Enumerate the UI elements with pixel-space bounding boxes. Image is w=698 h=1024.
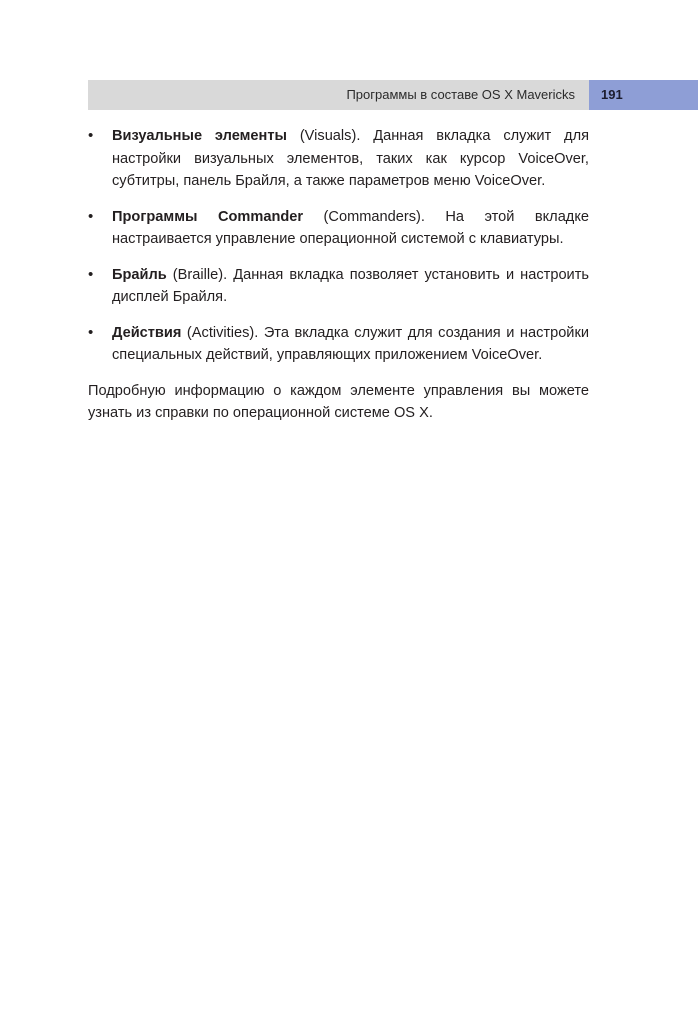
list-item-text: (Visuals). Данная вкладка служит для настройки визуальных элементов, таких как курсор VoiceOver, субтитры, панель Брайля, а также параметров меню VoiceOver. bbox=[112, 128, 589, 189]
bullet-list bbox=[88, 125, 589, 367]
list-item-term: Брайль bbox=[112, 266, 167, 283]
bullet-icon: • bbox=[88, 323, 94, 341]
list-item-term: Визуальные элементы bbox=[112, 128, 287, 144]
bullet-icon: • bbox=[88, 207, 94, 225]
list-item-braille bbox=[88, 264, 589, 309]
list-item-visuals bbox=[88, 125, 589, 193]
running-header-bar bbox=[88, 80, 589, 110]
page-content bbox=[88, 125, 589, 425]
list-item-text: (Commanders). На этой вкладке настраивается управление операционной системой с клавиатуры. bbox=[112, 208, 589, 247]
list-item-text: (Braille). Данная вкладка позволяет установить и настроить дисплей Брайля. bbox=[112, 266, 589, 305]
running-title: Программы в составе OS X Mavericks bbox=[346, 87, 575, 102]
page-number-tab bbox=[589, 80, 698, 110]
body-paragraph: Подробную информацию о каждом элементе управления вы можете узнать из справки по операционной системе OS X. bbox=[88, 382, 589, 421]
bullet-icon: • bbox=[88, 265, 94, 283]
list-item-term: Действия bbox=[112, 324, 182, 341]
list-item-term: Программы Commander bbox=[112, 208, 304, 225]
page-number: 191 bbox=[601, 87, 623, 102]
list-item-text: (Activities). Эта вкладка служит для создания и настройки специальных действий, управляющих приложением VoiceOver. bbox=[112, 324, 589, 363]
list-item-activities bbox=[88, 322, 589, 367]
bullet-icon: • bbox=[88, 127, 94, 144]
list-item-commanders bbox=[88, 206, 589, 251]
